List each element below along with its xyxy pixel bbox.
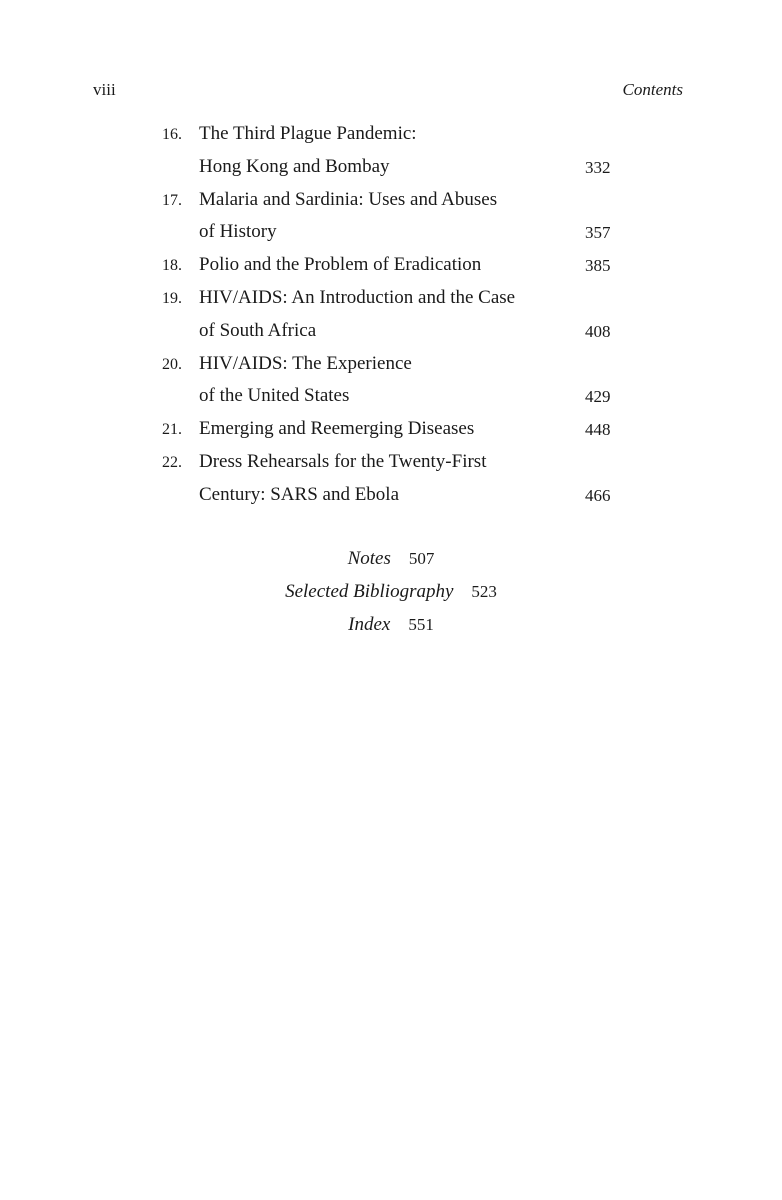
chapter-number: 22. <box>162 453 182 471</box>
page-number: 357 <box>585 223 611 243</box>
chapter-number: 20. <box>162 355 182 373</box>
toc-line <box>150 184 620 217</box>
running-head: Contents <box>622 80 683 99</box>
toc-line <box>150 216 620 249</box>
chapter-number: 21. <box>162 421 182 439</box>
page-number: 408 <box>585 321 611 341</box>
page-number: 448 <box>585 420 611 440</box>
chapter-title-line[interactable]: Emerging and Reemerging Diseases <box>199 418 475 440</box>
page-number: 429 <box>585 387 611 407</box>
chapter-title-line[interactable]: Malaria and Sardinia: Uses and Abuses <box>199 188 498 210</box>
toc-line <box>150 249 620 282</box>
table-of-contents <box>150 118 620 512</box>
toc-line <box>150 118 620 151</box>
chapter-number: 16. <box>162 126 182 143</box>
chapter-title-line[interactable]: of South Africa <box>199 319 317 341</box>
toc-line <box>150 479 620 512</box>
chapter-title-line[interactable]: Dress Rehearsals for the Twenty-First <box>199 450 487 472</box>
toc-line <box>150 446 620 479</box>
back-matter-label: Notes <box>347 548 391 569</box>
chapter-title-line[interactable]: of History <box>199 221 277 243</box>
chapter-number: 19. <box>162 289 182 307</box>
back-matter-index[interactable] <box>0 613 782 637</box>
page-number: 523 <box>471 582 497 601</box>
chapter-title-line[interactable]: Hong Kong and Bombay <box>199 155 390 177</box>
chapter-title-line[interactable]: The Third Plague Pandemic: <box>199 123 417 144</box>
back-matter-notes[interactable] <box>0 547 782 571</box>
toc-line <box>150 380 620 413</box>
chapter-title-line[interactable]: Polio and the Problem of Eradication <box>199 254 482 276</box>
page-number: 507 <box>408 549 435 568</box>
chapter-title-line[interactable]: HIV/AIDS: The Experience <box>199 352 412 374</box>
toc-line <box>150 348 620 381</box>
back-matter-bibliography[interactable] <box>0 580 782 604</box>
page-number: 332 <box>585 157 611 177</box>
page-folio: viii <box>93 80 116 99</box>
chapter-number: 17. <box>162 191 182 209</box>
page-number: 466 <box>585 485 611 505</box>
chapter-number: 18. <box>162 257 182 275</box>
toc-line <box>150 413 620 446</box>
page-number: 551 <box>408 615 434 634</box>
back-matter-label: Selected Bibliography <box>285 581 454 602</box>
toc-line <box>150 151 620 184</box>
page-number: 385 <box>585 256 611 276</box>
toc-line <box>150 315 620 348</box>
back-matter-label: Index <box>348 614 391 635</box>
chapter-title-line[interactable]: HIV/AIDS: An Introduction and the Case <box>199 286 516 308</box>
chapter-title-line[interactable]: of the United States <box>199 385 350 407</box>
chapter-title-line[interactable]: Century: SARS and Ebola <box>199 483 400 505</box>
toc-line <box>150 282 620 315</box>
